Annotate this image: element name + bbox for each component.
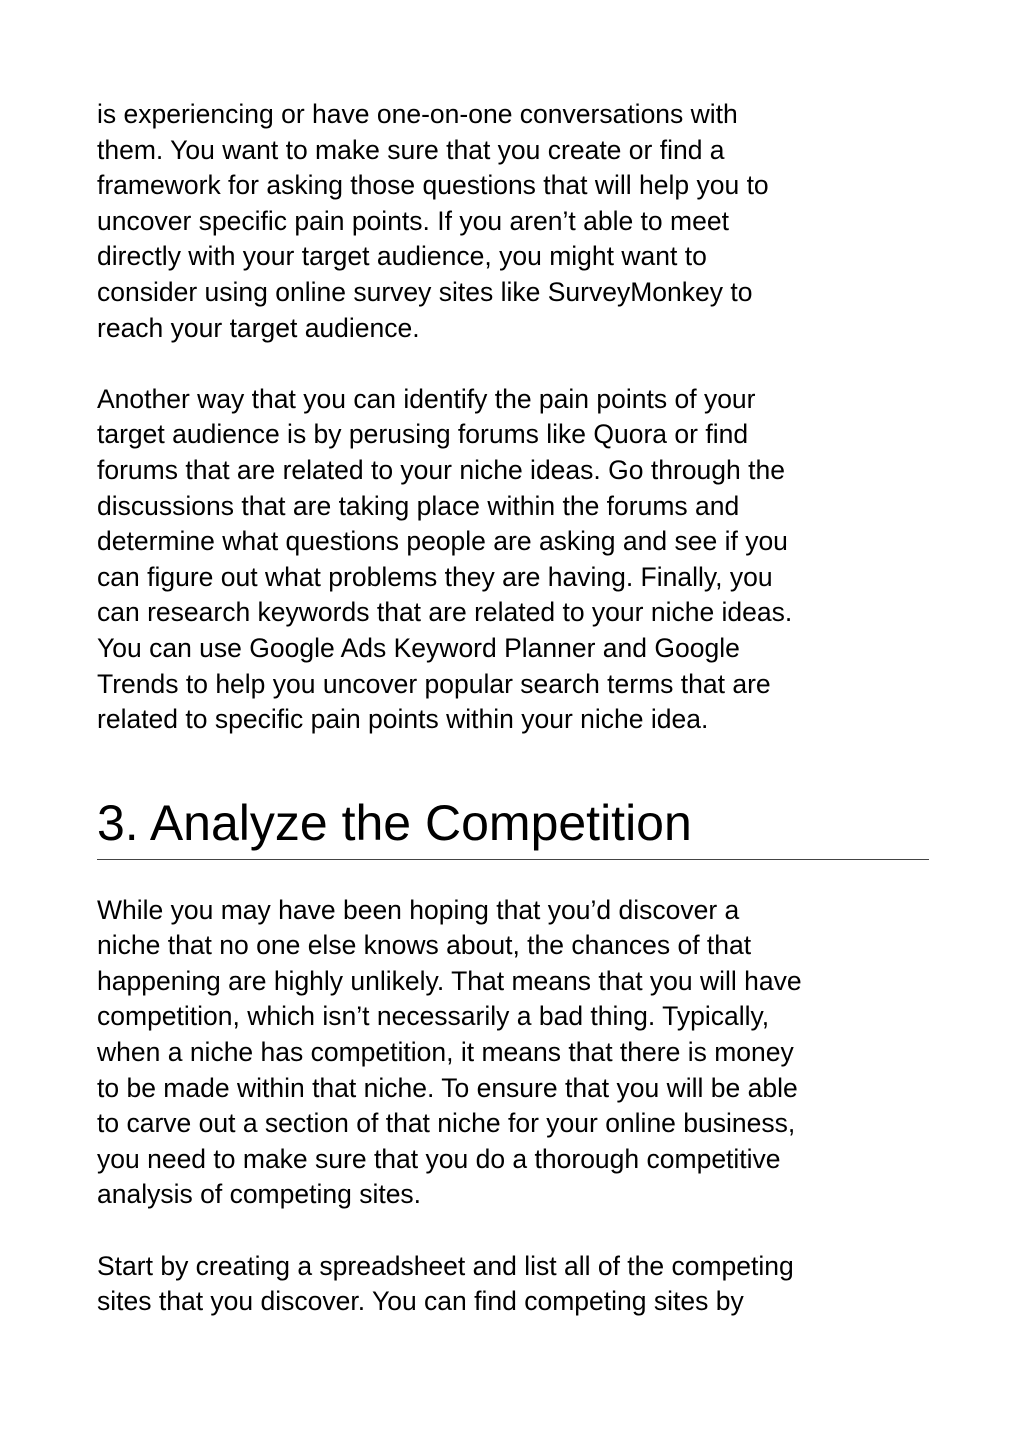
- text-line: target audience is by perusing forums like Quora or find: [97, 419, 749, 450]
- text-line: You can use Google Ads Keyword Planner and Google: [97, 632, 740, 663]
- text-line: Start by creating a spreadsheet and list all of the competing: [97, 1250, 794, 1281]
- text-line: is experiencing or have one-on-one conversations with: [97, 99, 738, 129]
- text-line: to carve out a section of that niche for your online business,: [97, 1108, 796, 1139]
- paragraph-intro-continuation: [97, 97, 929, 346]
- text-line: related to specific pain points within your niche idea.: [97, 704, 709, 735]
- text-line: directly with your target audience, you might want to: [97, 241, 707, 272]
- text-line: to be made within that niche. To ensure that you will be able: [97, 1072, 798, 1103]
- text-line: can research keywords that are related to your niche ideas.: [97, 597, 793, 628]
- text-line: discussions that are taking place within the forums and: [97, 490, 740, 521]
- text-line: Trends to help you uncover popular search terms that are: [97, 668, 771, 699]
- text-line: when a niche has competition, it means that there is money: [97, 1037, 794, 1068]
- paragraph-another-way: [97, 382, 929, 738]
- text-line: forums that are related to your niche ideas. Go through the: [97, 454, 785, 485]
- text-line: framework for asking those questions that will help you to: [97, 170, 769, 201]
- text-line: niche that no one else knows about, the chances of that: [97, 930, 752, 961]
- text-line: uncover specific pain points. If you aren’t able to meet: [97, 205, 729, 236]
- text-line: While you may have been hoping that you’d discover a: [97, 894, 740, 925]
- section-heading: 3. Analyze the Competition: [97, 794, 692, 851]
- text-line: them. You want to make sure that you create or find a: [97, 134, 725, 165]
- text-line: can figure out what problems they are having. Finally, you: [97, 561, 773, 592]
- text-line: reach your target audience.: [97, 312, 420, 343]
- text-line: consider using online survey sites like SurveyMonkey to: [97, 276, 753, 307]
- text-line: competition, which isn’t necessarily a bad thing. Typically,: [97, 1001, 770, 1032]
- document-content: [97, 97, 929, 1320]
- text-line: Another way that you can identify the pain points of your: [97, 383, 756, 414]
- text-line: happening are highly unlikely. That means that you will have: [97, 965, 802, 996]
- text-line: determine what questions people are asking and see if you: [97, 526, 788, 557]
- text-line: sites that you discover. You can find competing sites by: [97, 1286, 744, 1317]
- paragraph-spreadsheet: [97, 1249, 929, 1320]
- section-heading-container: [97, 791, 929, 860]
- text-line: analysis of competing sites.: [97, 1179, 422, 1210]
- paragraph-competition-intro: [97, 893, 929, 1213]
- text-line: you need to make sure that you do a thorough competitive: [97, 1143, 781, 1174]
